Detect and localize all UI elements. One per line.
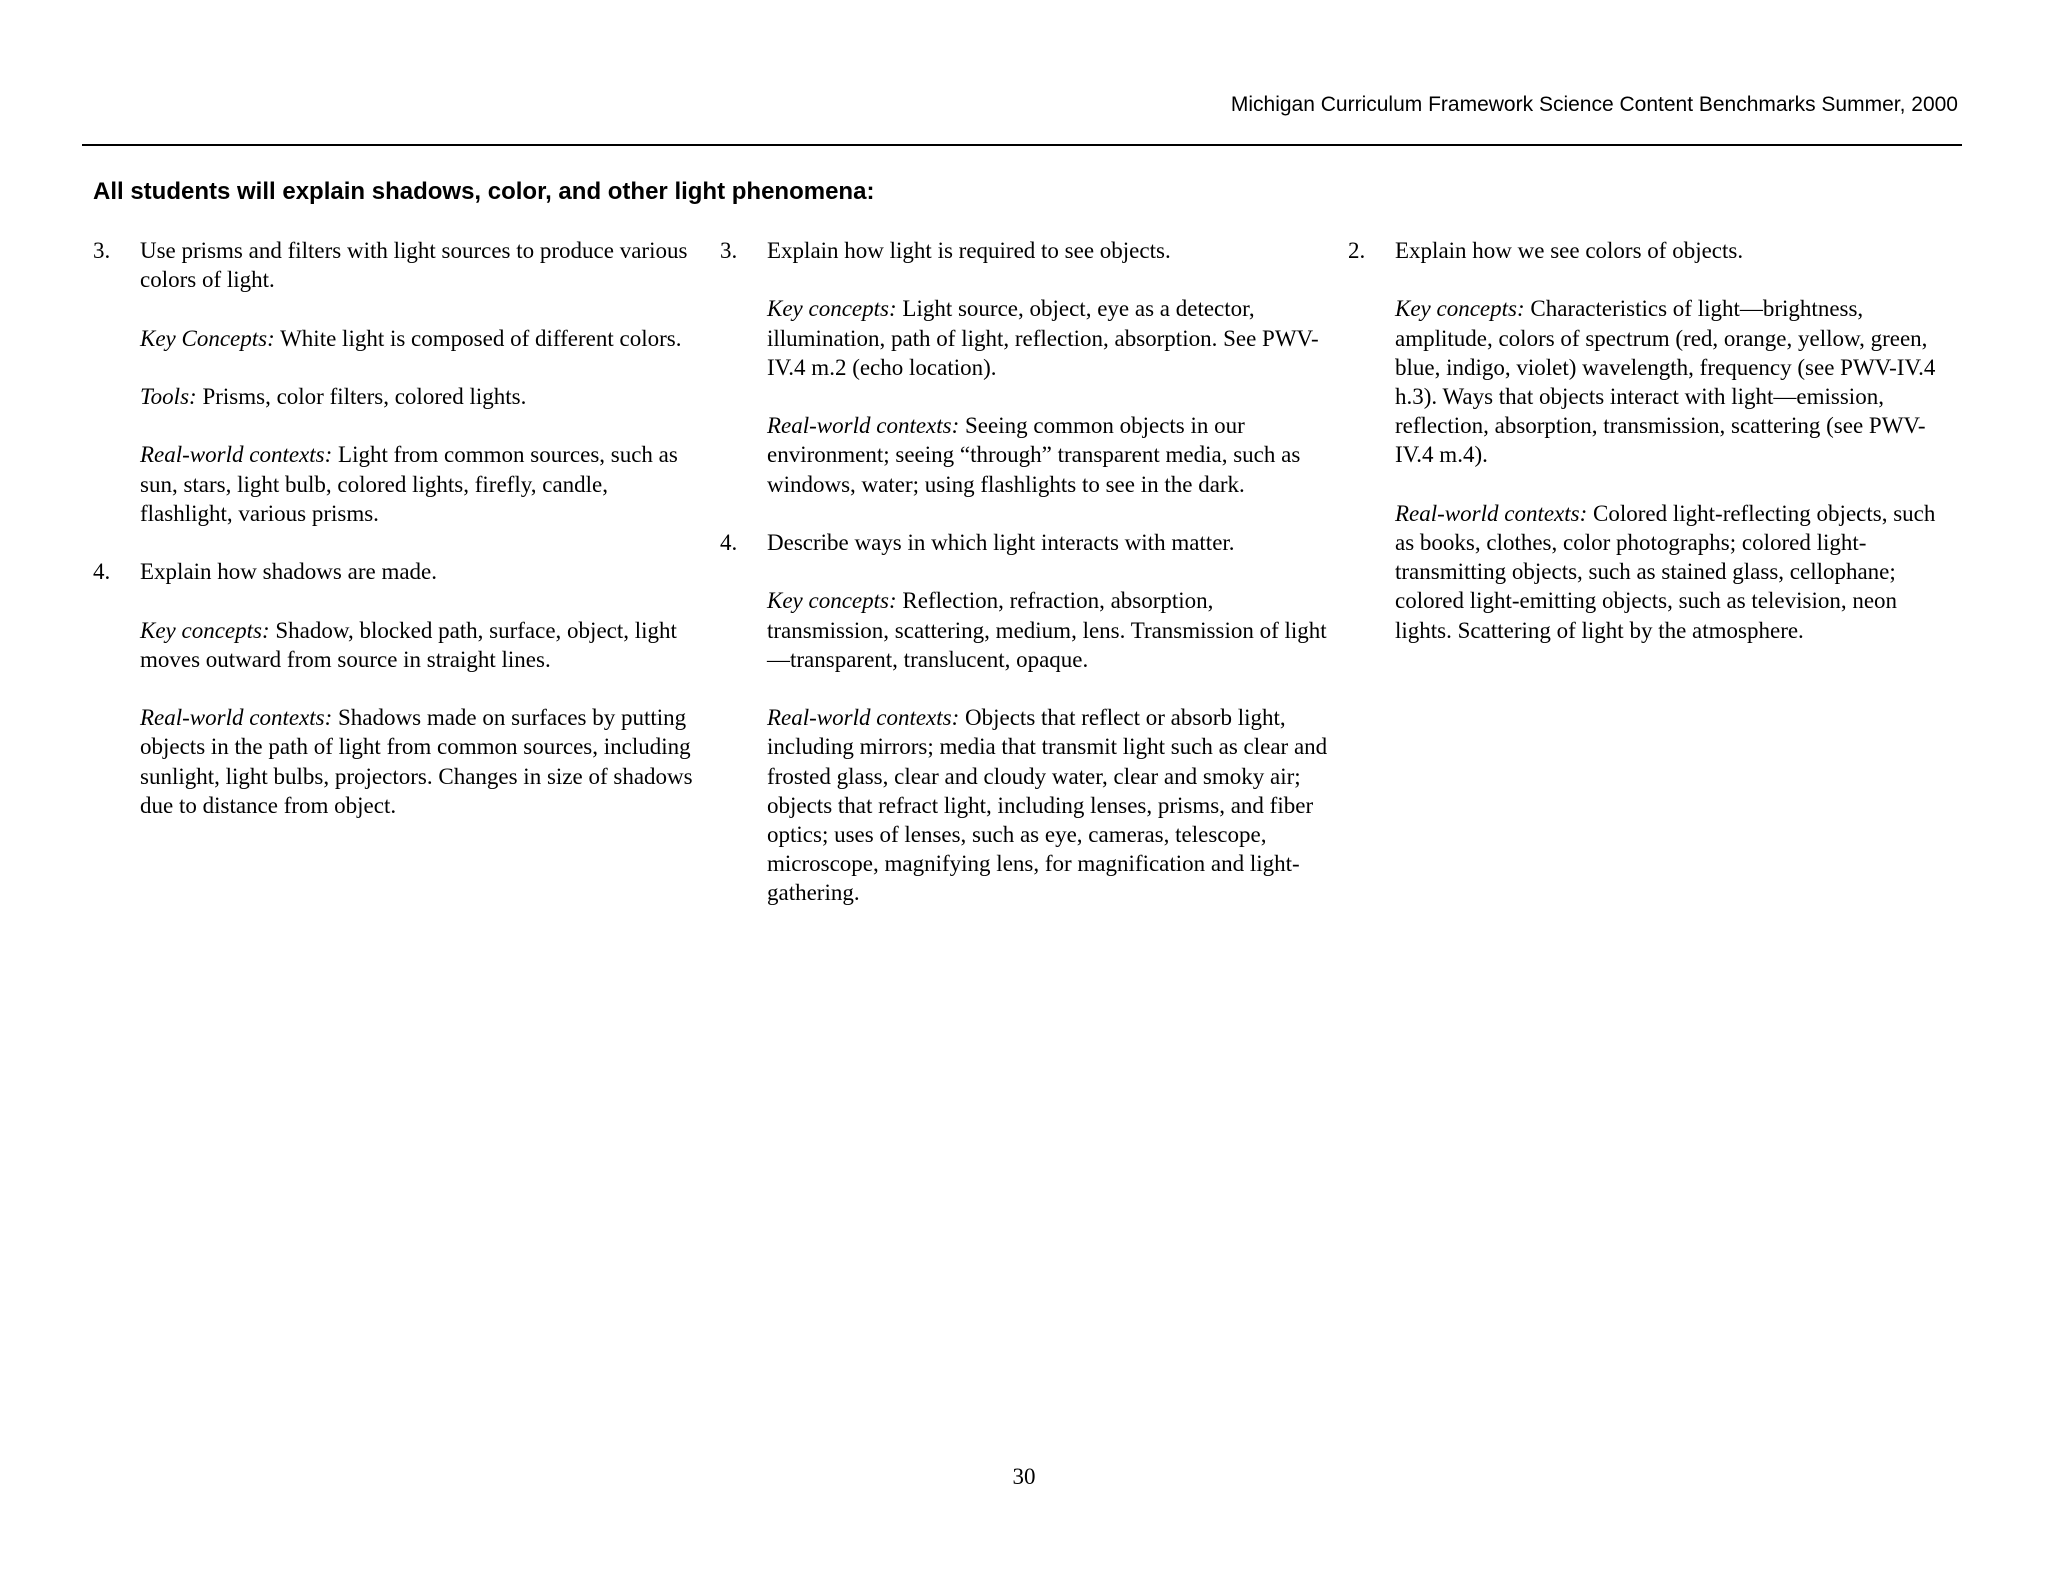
paragraph-label: Key Concepts: bbox=[140, 325, 275, 351]
key-concepts-paragraph bbox=[1395, 294, 1958, 469]
paragraph-text: Colored light-reflecting objects, such as books, clothes, color photographs; colored light-transmitting objects, such as stained glass, cellophane; colored light-emitting objects, such as television, neon lights. Scattering of light by the atmosphere. bbox=[1395, 500, 1936, 643]
paragraph-text: Light source, object, eye as a detector, illumination, path of light, reflection, absorption. See PWV-IV.4 m.2 (echo location). bbox=[767, 296, 1319, 380]
real-world-paragraph bbox=[140, 440, 703, 528]
paragraph-text: Shadows made on surfaces by putting objects in the path of light from common sources, including sunlight, light bulbs, projectors. Changes in size of shadows due to distance from object. bbox=[140, 705, 693, 818]
item-body bbox=[767, 528, 1330, 908]
key-concepts-paragraph bbox=[140, 324, 703, 353]
item-body bbox=[140, 236, 703, 528]
key-concepts-paragraph bbox=[767, 294, 1330, 382]
item-statement: Explain how we see colors of objects. bbox=[1395, 238, 1744, 263]
paragraph-text: Reflection, refraction, absorption, transmission, scattering, medium, lens. Transmission of light—transparent, translucent, opaque. bbox=[767, 588, 1327, 672]
benchmark-column-3 bbox=[1348, 236, 1958, 645]
item-body bbox=[1395, 236, 1958, 645]
paragraph-label: Key concepts: bbox=[1395, 296, 1525, 322]
real-world-paragraph bbox=[140, 703, 703, 820]
paragraph-label: Key concepts: bbox=[767, 296, 897, 322]
paragraph-text: Characteristics of light—brightness, amplitude, colors of spectrum (red, orange, yellow, green, blue, indigo, violet) wavelength, frequency (see PWV-IV.4 h.3). Ways that objects interact with light—emission, reflection, absorption, transmission, scattering (see PWV-IV.4 m.4). bbox=[1395, 296, 1936, 468]
section-heading: All students will explain shadows, color, and other light phenomena: bbox=[93, 178, 875, 205]
paragraph-label: Key concepts: bbox=[140, 617, 270, 643]
paragraph-label: Key concepts: bbox=[767, 588, 897, 614]
header-rule bbox=[82, 144, 1962, 146]
item-number: 4. bbox=[720, 529, 738, 555]
running-header: Michigan Curriculum Framework Science Content Benchmarks Summer, 2000 bbox=[1230, 93, 1958, 116]
benchmark-item bbox=[720, 236, 1330, 499]
benchmark-item bbox=[93, 557, 703, 820]
page-number: 30 bbox=[1012, 1464, 1036, 1489]
item-statement: Explain how shadows are made. bbox=[140, 559, 438, 585]
paragraph-label: Real-world contexts: bbox=[1395, 500, 1588, 526]
real-world-paragraph bbox=[767, 703, 1330, 907]
item-number: 2. bbox=[1348, 238, 1366, 263]
key-concepts-paragraph bbox=[140, 616, 703, 674]
paragraph-label: Real-world contexts: bbox=[140, 705, 333, 731]
real-world-paragraph bbox=[1395, 499, 1958, 645]
paragraph-text: Shadow, blocked path, surface, object, light moves outward from source in straight lines. bbox=[140, 617, 677, 672]
real-world-paragraph bbox=[767, 411, 1330, 499]
benchmark-item bbox=[1348, 236, 1958, 645]
paragraph-text: Objects that reflect or absorb light, including mirrors; media that transmit light such as clear and frosted glass, clear and cloudy water, clear and smoky air; objects that refract light, including lenses, prisms, and fiber optics; uses of lenses, such as eye, cameras, telescope, microscope, magnifying lens, for magnification and light-gathering. bbox=[767, 705, 1328, 906]
paragraph-label: Real-world contexts: bbox=[767, 413, 960, 439]
paragraph-label: Real-world contexts: bbox=[767, 705, 960, 731]
tools-paragraph bbox=[140, 382, 703, 411]
item-body bbox=[767, 236, 1330, 499]
paragraph-text: White light is composed of different colors. bbox=[274, 325, 682, 351]
paragraph-text: Seeing common objects in our environment; seeing “through” transparent media, such as windows, water; using flashlights to see in the dark. bbox=[767, 413, 1301, 497]
key-concepts-paragraph bbox=[767, 586, 1330, 674]
item-statement: Explain how light is required to see objects. bbox=[767, 238, 1171, 263]
paragraph-text: Prisms, color filters, colored lights. bbox=[196, 383, 527, 409]
paragraph-label: Real-world contexts: bbox=[140, 442, 333, 468]
item-number: 3. bbox=[93, 238, 111, 263]
benchmark-column-1 bbox=[93, 236, 703, 820]
paragraph-label: Tools: bbox=[140, 383, 197, 409]
item-body bbox=[140, 557, 703, 820]
item-number: 3. bbox=[720, 238, 738, 263]
item-statement: Describe ways in which light interacts with matter. bbox=[767, 529, 1235, 555]
benchmark-column-2 bbox=[720, 236, 1330, 908]
benchmark-item bbox=[93, 236, 703, 528]
benchmark-item bbox=[720, 528, 1330, 908]
paragraph-text: Light from common sources, such as sun, stars, light bulb, colored lights, firefly, candle, flashlight, various prisms. bbox=[140, 442, 678, 526]
item-statement: Use prisms and filters with light sources to produce various colors of light. bbox=[140, 238, 688, 293]
item-number: 4. bbox=[93, 559, 111, 585]
